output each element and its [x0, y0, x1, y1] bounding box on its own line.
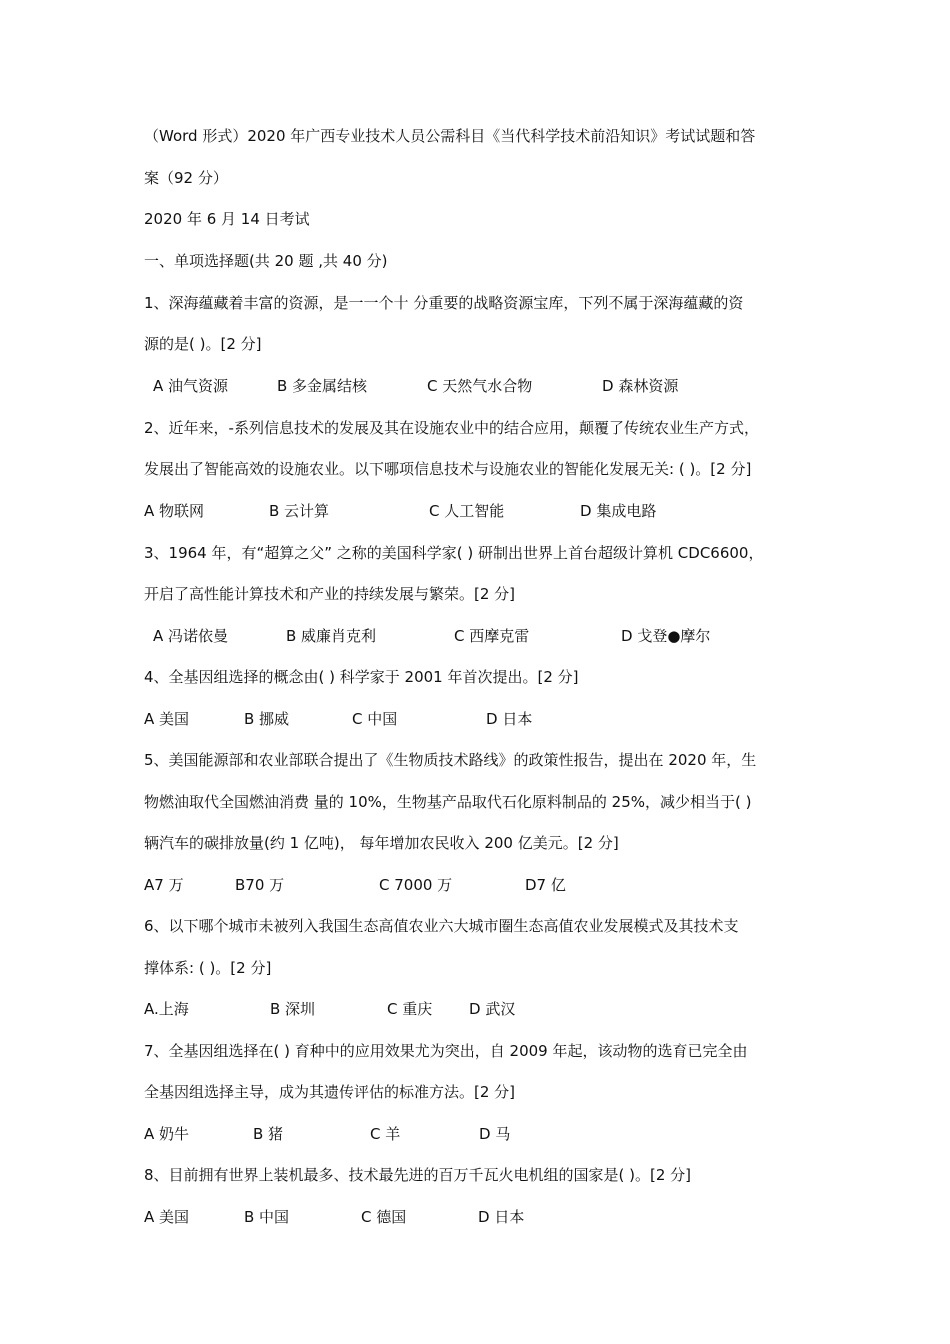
question-2-line-2: 发展出了智能高效的设施农业。以下哪项信息技术与设施农业的智能化发展无关: ( )。[2 分] — [144, 460, 752, 478]
question-5-line-1: 5、美国能源部和农业部联合提出了《生物质技术路线》的政策性报告，提出在 2020 年，生 — [144, 751, 757, 769]
question-3-option-c: C 西摩克雷 — [454, 627, 530, 645]
section-heading: 一、单项选择题(共 20 题 ,共 40 分) — [144, 252, 388, 270]
question-6-option-b: B 深圳 — [270, 1000, 316, 1018]
question-3-line-2: 开启了高性能计算技术和产业的持续发展与繁荣。[2 分] — [144, 585, 516, 603]
question-2-option-c: C 人工智能 — [429, 502, 505, 520]
question-8-option-b: B 中国 — [244, 1208, 290, 1226]
question-3-option-b: B 威廉肖克利 — [286, 627, 377, 645]
question-1-line-2: 源的是( )。[2 分] — [144, 335, 262, 353]
question-7-line-1: 7、全基因组选择在( ) 育种中的应用效果尤为突出，自 2009 年起，该动物的选育已完全由 — [144, 1042, 748, 1060]
doc-title-line-1: （Word 形式）2020 年广西专业技术人员公需科目《当代科学技术前沿知识》考试试题和答 — [144, 127, 756, 145]
question-1-line-1: 1、深海蕴藏着丰富的资源，是一一个十 分重要的战略资源宝库，下列不属于深海蕴藏的资 — [144, 294, 744, 312]
question-8-option-c: C 德国 — [361, 1208, 407, 1226]
question-7-option-d: D 马 — [479, 1125, 511, 1143]
exam-date: 2020 年 6 月 14 日考试 — [144, 210, 310, 228]
doc-title-line-2: 案（92 分） — [144, 169, 228, 187]
question-5-line-2: 物燃油取代全国燃油消费 量的 10%，生物基产品取代石化原料制品的 25%，减少相当于( ) — [144, 793, 752, 811]
question-6-line-1: 6、以下哪个城市未被列入我国生态高值农业六大城市圈生态高值农业发展模式及其技术支 — [144, 917, 739, 935]
question-3-option-d: D 戈登●摩尔 — [621, 627, 711, 645]
question-4-option-d: D 日本 — [486, 710, 533, 728]
question-5-option-a: A7 万 — [144, 876, 184, 894]
question-7-option-b: B 猪 — [253, 1125, 284, 1143]
question-7-option-c: C 羊 — [370, 1125, 401, 1143]
question-2-option-d: D 集成电路 — [580, 502, 657, 520]
question-4-line-1: 4、全基因组选择的概念由( ) 科学家于 2001 年首次提出。[2 分] — [144, 668, 579, 686]
question-1-option-d: D 森林资源 — [602, 377, 679, 395]
question-4-option-b: B 挪威 — [244, 710, 290, 728]
question-5-option-c: C 7000 万 — [379, 876, 453, 894]
question-6-line-2: 撑体系: ( )。[2 分] — [144, 959, 272, 977]
question-8-line-1: 8、目前拥有世界上装机最多、技术最先进的百万千瓦火电机组的国家是( )。[2 分] — [144, 1166, 692, 1184]
question-8-option-d: D 日本 — [478, 1208, 525, 1226]
question-1-option-b: B 多金属结核 — [277, 377, 368, 395]
question-7-line-2: 全基因组选择主导，成为其遗传评估的标准方法。[2 分] — [144, 1083, 516, 1101]
question-6-option-c: C 重庆 — [387, 1000, 433, 1018]
question-1-option-a: A 油气资源 — [153, 377, 229, 395]
question-1-option-c: C 天然气水合物 — [427, 377, 533, 395]
question-4-option-a: A 美国 — [144, 710, 190, 728]
question-7-option-a: A 奶牛 — [144, 1125, 190, 1143]
question-5-option-d: D7 亿 — [525, 876, 566, 894]
question-4-option-c: C 中国 — [352, 710, 398, 728]
question-5-line-3: 辆汽车的碳排放量(约 1 亿吨)， 每年增加农民收入 200 亿美元。[2 分] — [144, 834, 619, 852]
question-5-option-b: B70 万 — [235, 876, 285, 894]
question-6-option-d: D 武汉 — [469, 1000, 516, 1018]
question-2-option-b: B 云计算 — [269, 502, 330, 520]
question-3-option-a: A 冯诺依曼 — [153, 627, 229, 645]
question-3-line-1: 3、1964 年，有“超算之父” 之称的美国科学家( ) 研制出世界上首台超级计算机 CDC6600， — [144, 544, 764, 562]
question-2-option-a: A 物联网 — [144, 502, 205, 520]
question-8-option-a: A 美国 — [144, 1208, 190, 1226]
question-6-option-a: A.上海 — [144, 1000, 189, 1018]
question-2-line-1: 2、近年来，-系列信息技术的发展及其在设施农业中的结合应用，颠覆了传统农业生产方式， — [144, 419, 759, 437]
